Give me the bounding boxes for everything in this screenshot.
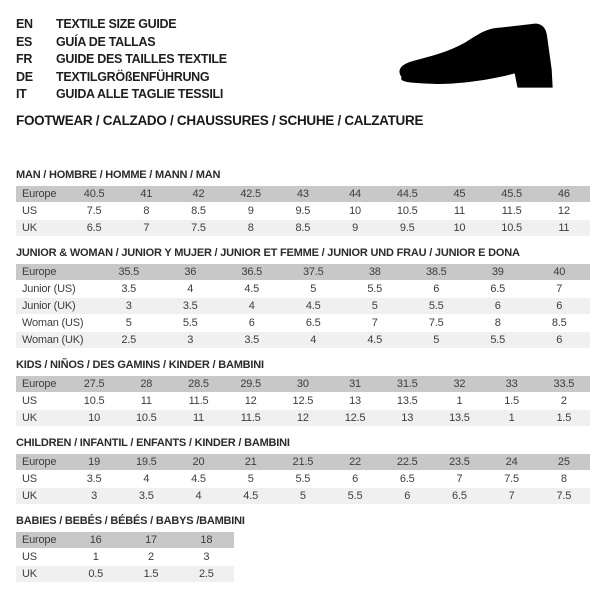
row-label: Woman (US) xyxy=(16,314,98,331)
size-value: 7.5 xyxy=(172,219,224,236)
size-table-row xyxy=(16,264,590,281)
language-code: FR xyxy=(16,52,33,66)
size-value: 32 xyxy=(433,376,485,393)
language-title: TEXTILE SIZE GUIDE xyxy=(56,17,177,31)
size-value: 6 xyxy=(406,280,468,297)
size-value: 10 xyxy=(329,202,381,219)
size-table-row xyxy=(16,532,234,549)
size-value: 6 xyxy=(529,331,591,348)
size-value: 21.5 xyxy=(277,454,329,471)
size-value: 7.5 xyxy=(486,470,538,487)
size-value: 28 xyxy=(120,376,172,393)
size-table-row xyxy=(16,487,590,504)
size-table xyxy=(16,186,590,237)
row-label: US xyxy=(16,202,68,219)
row-label: Europe xyxy=(16,186,68,203)
size-value: 2.5 xyxy=(98,331,160,348)
size-value: 10 xyxy=(433,219,485,236)
size-value: 36.5 xyxy=(221,264,283,281)
size-table-row xyxy=(16,565,234,582)
size-value: 3.5 xyxy=(221,331,283,348)
size-table-row xyxy=(16,376,590,393)
size-value: 4.5 xyxy=(344,331,406,348)
size-value: 7.5 xyxy=(538,487,590,504)
row-label: Europe xyxy=(16,532,68,549)
size-table-title: CHILDREN / INFANTIL / ENFANTS / KINDER / BAMBINI xyxy=(16,436,290,449)
size-value: 4.5 xyxy=(221,280,283,297)
size-value: 6 xyxy=(329,470,381,487)
size-value: 18 xyxy=(179,532,234,549)
size-value: 13.5 xyxy=(433,409,485,426)
size-table-row xyxy=(16,409,590,426)
row-label: UK xyxy=(16,565,68,582)
size-value: 5 xyxy=(225,470,277,487)
size-value: 44 xyxy=(329,186,381,203)
size-value: 39 xyxy=(467,264,529,281)
size-value: 2 xyxy=(123,548,178,565)
size-value: 44.5 xyxy=(381,186,433,203)
size-value: 6.5 xyxy=(467,280,529,297)
size-value: 3 xyxy=(160,331,222,348)
size-value: 6.5 xyxy=(433,487,485,504)
size-value: 11 xyxy=(538,219,590,236)
size-table-section xyxy=(16,169,590,237)
size-value: 10.5 xyxy=(486,219,538,236)
size-value: 40.5 xyxy=(68,186,120,203)
size-value: 29.5 xyxy=(225,376,277,393)
size-value: 31 xyxy=(329,376,381,393)
size-value: 1.5 xyxy=(538,409,590,426)
size-value: 12.5 xyxy=(329,409,381,426)
size-value: 12 xyxy=(225,392,277,409)
size-table-title: MAN / HOMBRE / HOMME / MANN / MAN xyxy=(16,168,221,181)
size-value: 40 xyxy=(529,264,591,281)
size-value: 22.5 xyxy=(381,454,433,471)
size-value: 45 xyxy=(433,186,485,203)
size-table-section xyxy=(16,359,590,427)
size-value: 5.5 xyxy=(160,314,222,331)
row-label: Europe xyxy=(16,376,68,393)
size-value: 21 xyxy=(225,454,277,471)
size-value: 4 xyxy=(283,331,345,348)
size-table-title: BABIES / BEBÉS / BÉBÉS / BABYS /BAMBINI xyxy=(16,514,245,527)
size-value: 5.5 xyxy=(329,487,381,504)
size-tables-container xyxy=(16,169,590,583)
size-table-row xyxy=(16,548,234,565)
size-value: 3 xyxy=(98,297,160,314)
size-value: 2.5 xyxy=(179,565,234,582)
size-value: 8 xyxy=(538,470,590,487)
size-value: 35.5 xyxy=(98,264,160,281)
size-value: 19 xyxy=(68,454,120,471)
size-value: 8 xyxy=(120,202,172,219)
size-table-row xyxy=(16,202,590,219)
size-value: 9.5 xyxy=(381,219,433,236)
size-value: 33 xyxy=(486,376,538,393)
size-value: 4.5 xyxy=(172,470,224,487)
size-table-section xyxy=(16,515,590,583)
size-value: 36 xyxy=(160,264,222,281)
size-value: 33.5 xyxy=(538,376,590,393)
size-value: 37.5 xyxy=(283,264,345,281)
size-table-title: KIDS / NIÑOS / DES GAMINS / KINDER / BAMBINI xyxy=(16,358,264,371)
size-value: 30 xyxy=(277,376,329,393)
size-value: 16 xyxy=(68,532,123,549)
language-code: DE xyxy=(16,69,33,84)
size-value: 5.5 xyxy=(406,297,468,314)
size-value: 6.5 xyxy=(68,219,120,236)
size-table-row xyxy=(16,454,590,471)
size-value: 3 xyxy=(68,487,120,504)
size-value: 10 xyxy=(68,409,120,426)
row-label: UK xyxy=(16,219,68,236)
size-value: 12.5 xyxy=(277,392,329,409)
size-table-row xyxy=(16,280,590,297)
size-value: 5 xyxy=(283,280,345,297)
size-value: 12 xyxy=(538,202,590,219)
size-value: 5.5 xyxy=(344,280,406,297)
size-value: 11 xyxy=(172,409,224,426)
size-value: 9.5 xyxy=(277,202,329,219)
size-value: 0.5 xyxy=(68,565,123,582)
size-value: 38 xyxy=(344,264,406,281)
size-value: 8 xyxy=(467,314,529,331)
size-value: 43 xyxy=(277,186,329,203)
size-value: 23.5 xyxy=(433,454,485,471)
size-value: 17 xyxy=(123,532,178,549)
row-label: US xyxy=(16,548,68,565)
size-value: 28.5 xyxy=(172,376,224,393)
size-value: 4 xyxy=(172,487,224,504)
size-table-row xyxy=(16,186,590,203)
size-value: 7.5 xyxy=(68,202,120,219)
size-value: 6 xyxy=(221,314,283,331)
size-table xyxy=(16,532,234,583)
size-value: 11.5 xyxy=(486,202,538,219)
size-value: 13 xyxy=(381,409,433,426)
size-value: 4 xyxy=(160,280,222,297)
size-value: 45.5 xyxy=(486,186,538,203)
size-table-row xyxy=(16,331,590,348)
size-table-row xyxy=(16,297,590,314)
row-label: UK xyxy=(16,487,68,504)
size-value: 10.5 xyxy=(68,392,120,409)
size-table-row xyxy=(16,470,590,487)
size-value: 5 xyxy=(98,314,160,331)
size-value: 19.5 xyxy=(120,454,172,471)
size-value: 1 xyxy=(68,548,123,565)
size-value: 8 xyxy=(225,219,277,236)
size-table xyxy=(16,454,590,505)
row-label: US xyxy=(16,392,68,409)
size-value: 9 xyxy=(329,219,381,236)
size-table-row xyxy=(16,314,590,331)
size-value: 7 xyxy=(433,470,485,487)
size-value: 3.5 xyxy=(160,297,222,314)
row-label: Junior (UK) xyxy=(16,297,98,314)
shoe-silhouette-svg xyxy=(394,22,584,102)
row-label: Europe xyxy=(16,454,68,471)
size-value: 41 xyxy=(120,186,172,203)
size-value: 42 xyxy=(172,186,224,203)
size-value: 5.5 xyxy=(467,331,529,348)
size-value: 4 xyxy=(120,470,172,487)
size-value: 8.5 xyxy=(529,314,591,331)
size-table-row xyxy=(16,219,590,236)
size-table-section xyxy=(16,247,590,349)
size-value: 10.5 xyxy=(381,202,433,219)
size-value: 4 xyxy=(221,297,283,314)
size-value: 7 xyxy=(529,280,591,297)
size-value: 38.5 xyxy=(406,264,468,281)
size-value: 7 xyxy=(486,487,538,504)
size-value: 6 xyxy=(467,297,529,314)
size-value: 6.5 xyxy=(283,314,345,331)
row-label: Woman (UK) xyxy=(16,331,98,348)
size-value: 3 xyxy=(179,548,234,565)
size-value: 1.5 xyxy=(123,565,178,582)
size-value: 20 xyxy=(172,454,224,471)
size-value: 4.5 xyxy=(283,297,345,314)
size-table xyxy=(16,376,590,427)
category-heading: FOOTWEAR / CALZADO / CHAUSSURES / SCHUHE / CALZATURE xyxy=(16,112,424,128)
size-value: 1 xyxy=(486,409,538,426)
size-value: 8.5 xyxy=(172,202,224,219)
size-value: 7.5 xyxy=(406,314,468,331)
language-title: GUÍA DE TALLAS xyxy=(56,34,156,49)
size-value: 22 xyxy=(329,454,381,471)
size-value: 24 xyxy=(486,454,538,471)
language-code: ES xyxy=(16,34,33,49)
row-label: UK xyxy=(16,409,68,426)
size-value: 25 xyxy=(538,454,590,471)
size-value: 4.5 xyxy=(225,487,277,504)
size-value: 5 xyxy=(344,297,406,314)
size-value: 1.5 xyxy=(486,392,538,409)
size-table-section xyxy=(16,437,590,505)
row-label: Europe xyxy=(16,264,98,281)
size-value: 11.5 xyxy=(225,409,277,426)
size-value: 11 xyxy=(433,202,485,219)
size-value: 3.5 xyxy=(98,280,160,297)
size-value: 2 xyxy=(538,392,590,409)
size-value: 3.5 xyxy=(68,470,120,487)
language-title: GUIDA ALLE TAGLIE TESSILI xyxy=(56,87,224,101)
size-value: 31.5 xyxy=(381,376,433,393)
size-value: 13.5 xyxy=(381,392,433,409)
size-value: 7 xyxy=(120,219,172,236)
shoe-icon xyxy=(394,22,584,102)
size-value: 3.5 xyxy=(120,487,172,504)
size-table xyxy=(16,264,590,349)
size-value: 6.5 xyxy=(381,470,433,487)
size-value: 12 xyxy=(277,409,329,426)
size-value: 8.5 xyxy=(277,219,329,236)
size-table-row xyxy=(16,392,590,409)
size-value: 13 xyxy=(329,392,381,409)
language-title: TEXTILGRÖßENFÜHRUNG xyxy=(56,69,210,84)
language-title: GUIDE DES TAILLES TEXTILE xyxy=(56,52,227,66)
size-value: 5.5 xyxy=(277,470,329,487)
size-value: 6 xyxy=(529,297,591,314)
size-value: 6 xyxy=(381,487,433,504)
size-value: 1 xyxy=(433,392,485,409)
row-label: Junior (US) xyxy=(16,280,98,297)
size-value: 7 xyxy=(344,314,406,331)
language-code: IT xyxy=(16,87,27,101)
language-code: EN xyxy=(16,17,33,31)
size-value: 5 xyxy=(406,331,468,348)
size-value: 11 xyxy=(120,392,172,409)
size-value: 5 xyxy=(277,487,329,504)
size-value: 27.5 xyxy=(68,376,120,393)
size-value: 42.5 xyxy=(225,186,277,203)
row-label: US xyxy=(16,470,68,487)
size-table-title: JUNIOR & WOMAN / JUNIOR Y MUJER / JUNIOR ET FEMME / JUNIOR UND FRAU / JUNIOR E DONA xyxy=(16,246,520,259)
size-value: 11.5 xyxy=(172,392,224,409)
size-value: 10.5 xyxy=(120,409,172,426)
size-value: 9 xyxy=(225,202,277,219)
size-value: 46 xyxy=(538,186,590,203)
